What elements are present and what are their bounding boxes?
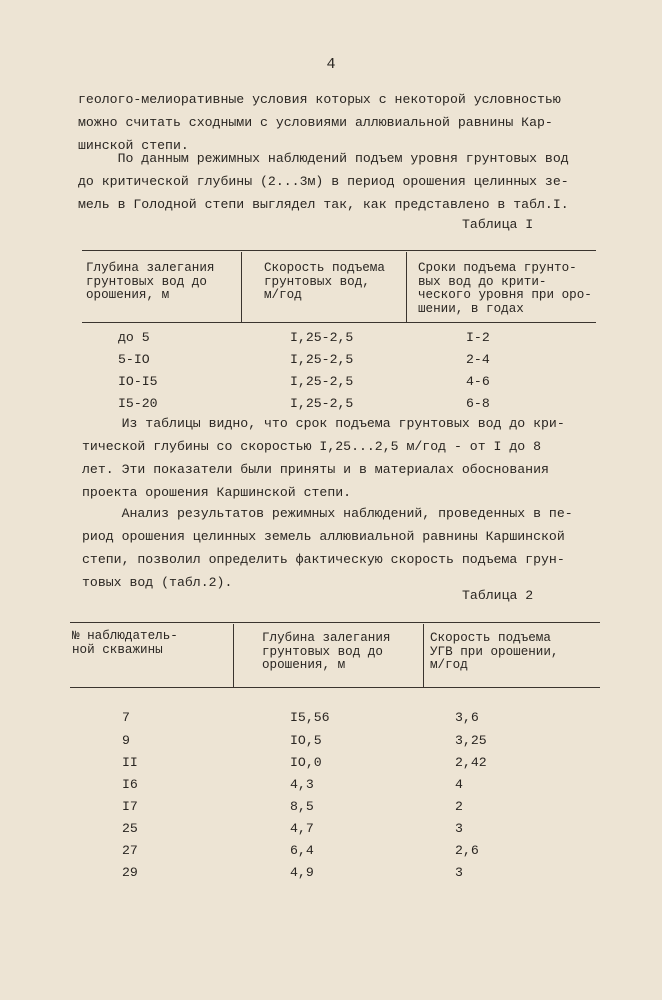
text-line: риод орошения целинных земель аллювиальной равнины Каршинской [82,529,565,544]
table-cell: 4,3 [290,777,314,792]
table-cell: 2-4 [466,352,490,367]
table2-top-rule [70,622,600,623]
table2-col-divider [423,624,424,687]
table-cell: 4,9 [290,865,314,880]
table-cell: I5-20 [118,396,158,411]
text-line: геолого-мелиоративные условия которых с некоторой условностью [78,92,561,107]
table-cell: 7 [122,710,130,725]
text-line: можно считать сходными с условиями аллювиальной равнины Кар- [78,115,553,130]
table-cell: 6,4 [290,843,314,858]
table1-header-cell: Сроки подъема грунто- вых вод до крити- ческого уровня при оро- шении, в годах [418,261,592,316]
table-cell: 2 [455,799,463,814]
table-cell: IO-I5 [118,374,158,389]
table-cell: 3 [455,821,463,836]
table-cell: IO,5 [290,733,322,748]
table-cell: 2,6 [455,843,479,858]
table1-header-cell: Скорость подъема грунтовых вод, м/год [264,261,385,302]
table-cell: 9 [122,733,130,748]
table-cell: 3 [455,865,463,880]
table-cell: I-2 [466,330,490,345]
table-cell: 4-6 [466,374,490,389]
table-cell: I,25-2,5 [290,374,354,389]
text-line: мель в Голодной степи выглядел так, как представлено в табл.I. [78,197,569,212]
text-line: лет. Эти показатели были приняты и в материалах обоснования [82,462,549,477]
paragraph [78,147,569,216]
table-cell: I7 [122,799,138,814]
text-line: проекта орошения Каршинской степи. [82,485,352,500]
text-line: шинской степи. [78,138,189,153]
table2-header-rule [70,687,600,688]
table2-caption: Таблица 2 [462,588,534,603]
table1-col-divider [241,252,242,322]
text-line: Из таблицы видно, что срок подъема грунтовых вод до кри- [82,416,565,431]
table-cell: 3,25 [455,733,487,748]
table-cell: I,25-2,5 [290,352,354,367]
table-cell: 3,6 [455,710,479,725]
table1-top-rule [82,250,596,251]
table-cell: I6 [122,777,138,792]
table-cell: II [122,755,138,770]
table-cell: IO,0 [290,755,322,770]
text-line: степи, позволил определить фактическую скорость подъема грун- [82,552,565,567]
table-cell: I,25-2,5 [290,396,354,411]
table-cell: 4,7 [290,821,314,836]
text-line: Анализ результатов режимных наблюдений, проведенных в пе- [82,506,573,521]
text-line: товых вод (табл.2). [82,575,233,590]
page-number: 4 [326,56,336,73]
text-line: тической глубины со скоростью I,25...2,5 м/год - от I до 8 [82,439,541,454]
table2-header-cell: № наблюдатель- ной скважины [72,629,178,657]
table-cell: 27 [122,843,138,858]
table-cell: 4 [455,777,463,792]
table2-header-cell: Глубина залегания грунтовых вод до орошения, м [262,631,391,672]
table-cell: 29 [122,865,138,880]
text-line: до критической глубины (2...3м) в период орошения целинных зе- [78,174,569,189]
table1-col-divider [406,252,407,322]
paragraph [82,412,565,504]
table2-header-cell: Скорость подъема УГВ при орошении, м/год [430,631,559,672]
table-cell: до 5 [118,330,150,345]
table-cell: I,25-2,5 [290,330,354,345]
paragraph [82,502,573,594]
table-cell: 8,5 [290,799,314,814]
table-cell: I5,56 [290,710,330,725]
table-cell: 2,42 [455,755,487,770]
table-cell: 6-8 [466,396,490,411]
table-cell: 25 [122,821,138,836]
table1-header-rule [82,322,596,323]
text-line: По данным режимных наблюдений подъем уровня грунтовых вод [78,151,569,166]
table1-caption: Таблица I [462,217,534,232]
table1-header-cell: Глубина залегания грунтовых вод до орошения, м [86,261,215,302]
table-cell: 5-IO [118,352,150,367]
table2-col-divider [233,624,234,687]
